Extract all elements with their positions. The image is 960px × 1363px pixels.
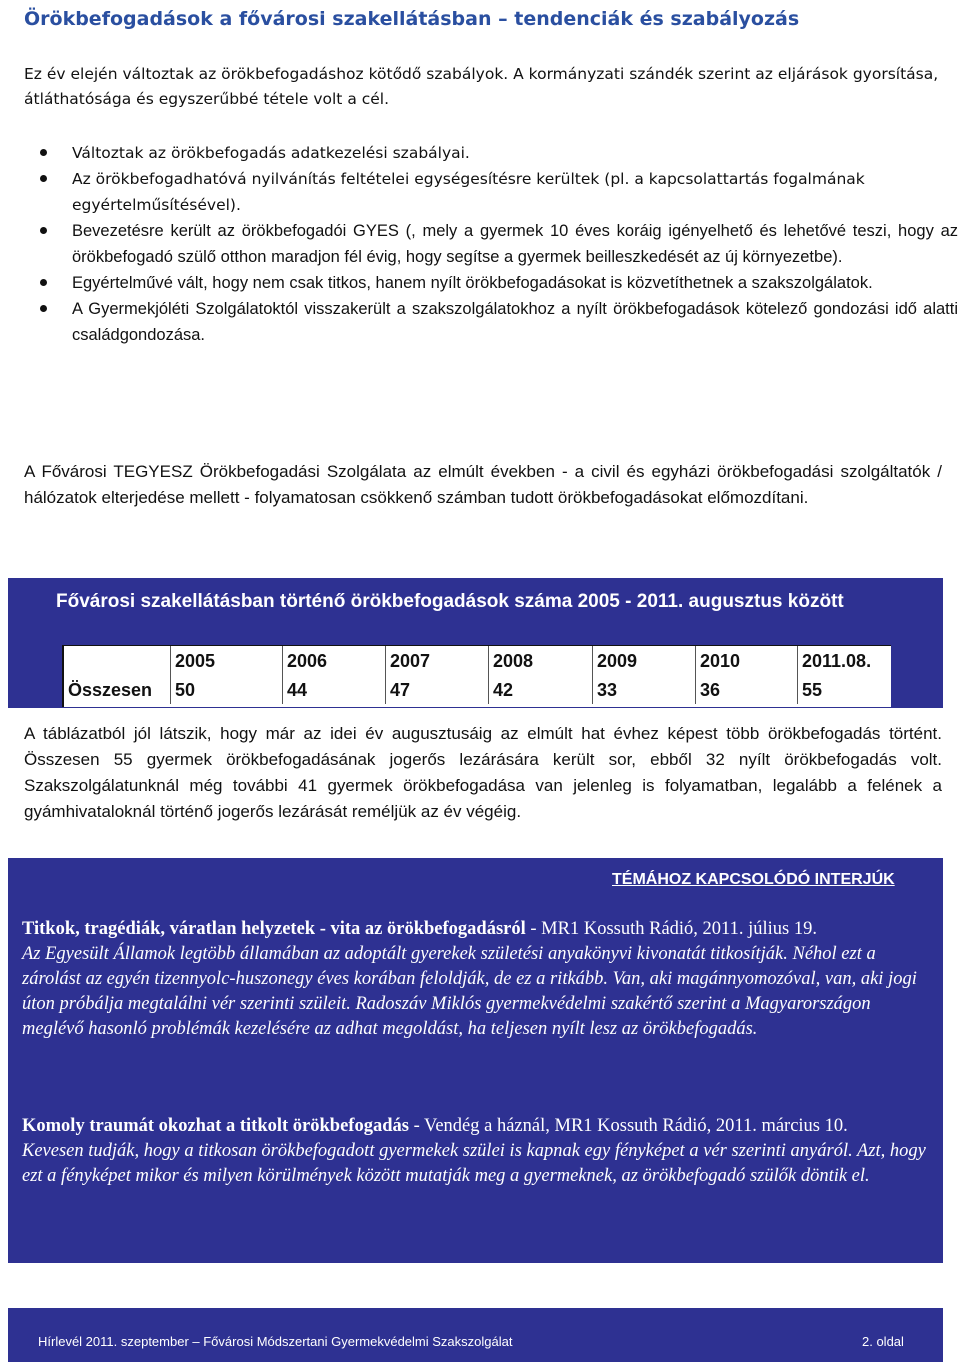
value-cell: 44: [282, 675, 385, 704]
year-header: 2008: [488, 646, 592, 675]
interview-item: [22, 917, 927, 1042]
table-cell: [64, 646, 170, 675]
tegyesz-paragraph: A Fővárosi TEGYESZ Örökbefogadási Szolgálata az elmúlt években - a civil és egyházi örökbefogadási szolgáltatók / hálózatok elterjedése mellett - folyamatosan csökkenő számban tudott örökbefogadásokat előmozdítani.: [24, 462, 942, 507]
row-label: Összesen: [68, 680, 153, 700]
page-title: Örökbefogadások a fővárosi szakellátásban – tendenciák és szabályozás: [24, 8, 800, 30]
value-cell: 47: [385, 675, 488, 704]
year-header: 2006: [282, 646, 385, 675]
bullet-dot-icon: [40, 279, 47, 286]
list-item: Változtak az örökbefogadás adatkezelési szabályai.: [0, 140, 958, 166]
year-header: 2005: [170, 646, 282, 675]
year-header: 2007: [385, 646, 488, 675]
year-header: 2009: [592, 646, 695, 675]
value-cell: 36: [695, 675, 797, 704]
change-list: [0, 140, 958, 348]
bullet-dot-icon: [40, 305, 47, 312]
footer-newsletter: Hírlevél 2011. szeptember – Fővárosi Módszertani Gyermekvédelmi Szakszolgálat: [38, 1334, 513, 1349]
year-header: 2010: [695, 646, 797, 675]
value-cell: 50: [170, 675, 282, 704]
statistics-title: Fővárosi szakellátásban történő örökbefogadások száma 2005 - 2011. augusztus között: [56, 591, 844, 612]
value-cell: 55: [797, 675, 891, 704]
value-cell: 42: [488, 675, 592, 704]
list-item: A Gyermekjóléti Szolgálatoktól visszakerült a szakszolgálatokhoz a nyílt örökbefogadások kötelező gondozási idő alatti családgondozása.: [0, 296, 958, 348]
interview-source: - MR1 Kossuth Rádió, 2011. július 19.: [525, 919, 817, 939]
bullet-dot-icon: [40, 227, 47, 234]
table-row: [64, 646, 891, 675]
table-summary-paragraph: A táblázatból jól látszik, hogy már az idei év augusztusáig az elmúlt hat évhez képest több örökbefogadás történt. Összesen 55 gyermek örökbefogadásának jogerős lezárására került sor, ebből 32 nyílt örökbefogadás volt. Szakszolgálatunknál még további 41 gyermek örökbefogadása van jelenleg is folyamatban, legalább a felének a gyámhivataloknál történő jogerős lezárását reméljük az év végéig.: [24, 724, 942, 821]
adoption-stats-table: [62, 645, 891, 707]
list-item: Az örökbefogadhatóvá nyilvánítás feltételei egységesítésre kerültek (pl. a kapcsolattartás fogalmának egyértelműsítésével).: [0, 166, 958, 218]
intro-paragraph: Ez év elején változtak az örökbefogadáshoz kötődő szabályok. A kormányzati szándék szerint az eljárások gyorsítása, átláthatósága és egyszerűbbé tétele volt a cél.: [24, 65, 939, 108]
interview-title: Komoly traumát okozhat a titkolt örökbefogadás: [22, 1116, 409, 1136]
list-item: Bevezetésre került az örökbefogadói GYES (, mely a gyermek 10 éves koráig igényelhető és lehetővé teszi, hogy az örökbefogadó szülő otthon maradjon fél évig, hogy segítse a gyermek beilleszkedését az új környezetbe).: [0, 218, 958, 270]
interview-source: - Vendég a háznál, MR1 Kossuth Rádió, 2011. március 10.: [408, 1116, 848, 1136]
interview-description: Az Egyesült Államok legtöbb államában az adoptált gyerekek születési anyakönyvi kivonatát titkosítják. Néhol ezt a zárolást az egyén tizennyolc-huszonegy éves korában feloldják, de ez a ritkább. Van, aki magánnyomozóval, van, aki jogi úton próbálja megtalálni vér szerinti szüleit. Radoszáv Miklós gyermekvédelmi szakértő szerint a Magyarországon meglévő hasonló problémák kezelésére az adhat megoldást, ha teljesen nyílt lesz az örökbefogadás.: [22, 944, 917, 1039]
page-number: 2. oldal: [862, 1334, 904, 1349]
value-cell: 33: [592, 675, 695, 704]
interview-title: Titkok, tragédiák, váratlan helyzetek - vita az örökbefogadásról: [22, 919, 526, 939]
bullet-dot-icon: [40, 149, 47, 156]
interviews-heading: TÉMÁHOZ KAPCSOLÓDÓ INTERJÚK: [612, 871, 895, 888]
interview-description: Kevesen tudják, hogy a titkosan örökbefogadott gyermekek szülei is kapnak egy fényképet a vér szerinti anyáról. Azt, hogy ezt a fényképet mikor és milyen körülmények között mutatják meg a gyermeknek, az örökbefogadó szülők döntik el.: [22, 1141, 926, 1186]
interview-item: [22, 1114, 927, 1189]
bullet-dot-icon: [40, 175, 47, 182]
year-header: 2011.08.: [797, 646, 891, 675]
list-item: Egyértelművé vált, hogy nem csak titkos, hanem nyílt örökbefogadásokat is közvetíthetnek a szakszolgálatok.: [0, 270, 958, 296]
table-row: [64, 675, 891, 704]
